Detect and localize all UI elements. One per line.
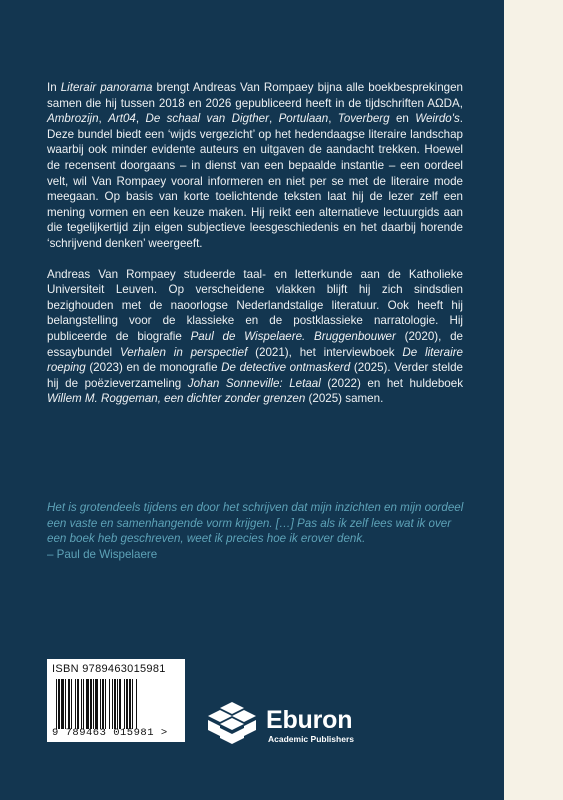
text-run: (2020), de essaybundel (47, 329, 463, 359)
text-run: , (459, 96, 463, 110)
italic-title: Weirdo's (415, 112, 460, 126)
text-run: brengt Andreas Van Rompaey bijna alle boekbesprekingen samen die hij tussen 2018 en 2026 gepubliceerd heeft in de tijdschriften (47, 81, 463, 110)
italic-title: De detective ontmaskerd (221, 361, 351, 375)
italic-title: De schaal van Digther (145, 112, 269, 126)
publisher-subtitle: Academic Publishers (268, 734, 354, 744)
text-run: . Deze bundel biedt een ‘wijds vergezicht’ op het hedendaagse literaire landschap waarbij ook minder evidente auteurs en uitgaven de aandacht trekken. Hoewel de recensent doorgaans – in dienst van een bepaalde instantie – een oordeel velt, wil Van Rompaey vooral informeren en niet per se met de literaire mode meegaan. Op basis van korte toelichtende teksten laat hij de lezer zelf een mening vormen en een keuze maken. Hij reikt een alternatieve lectuurgids aan die tegelijkertijd zijn eigen subjectieve leesgeschiedenis en het daarbij horende ‘schrijvend denken’ weergeeft. (47, 112, 463, 250)
isbn-barcode (47, 659, 185, 742)
isbn-digits: 9 789463 015981 > (52, 727, 168, 739)
text-run: , (328, 112, 338, 126)
text-run: (2021), het interviewboek (247, 345, 403, 359)
italic-title: Literair panorama (60, 81, 153, 94)
text-run: , (98, 112, 109, 126)
quote-text: Het is grotendeels tijdens en door het schrijven dat mijn inzichten en mijn oordeel een vaste en samenhangende vorm krijgen. […] Pas als ik zelf lees wat ik over een boek heb geschreven, weet ik precies hoe ik erover denk. (47, 501, 464, 546)
author-bio-paragraph (47, 267, 463, 407)
publisher-name: Eburon (266, 706, 353, 734)
text-run: en (389, 112, 416, 126)
text-run: , (268, 112, 279, 126)
italic-title: Willem M. Roggeman, een dichter zonder grenzen (47, 392, 306, 406)
isbn-label: ISBN 9789463015981 (52, 663, 166, 675)
italic-title: Paul de Wispelaere. Bruggenbouwer (190, 329, 396, 343)
text-run: Andreas Van Rompaey studeerde taal- en letterkunde aan de Katholieke Universiteit Leuven. Op verscheidene vlakken blijft hij zich sindsdien bezighouden met de naoorlogse Nederlandstalige literatuur. Ook heeft hij belangstelling voor de klassieke en de postklassieke narratologie. Hij publiceerde de biografie (47, 267, 463, 343)
quote-attribution: – Paul de Wispelaere (47, 547, 158, 561)
italic-title: De literaire roeping (47, 345, 464, 375)
pull-quote (47, 500, 467, 562)
italic-title: Verhalen in perspectief (119, 345, 248, 359)
text-run: In (47, 81, 61, 94)
publisher-logo (204, 700, 374, 752)
text-run: (2022) en het huldeboek (320, 376, 463, 390)
italic-title: Johan Sonneville: Letaal (187, 376, 321, 390)
spine-strip (504, 0, 563, 800)
text-run: (2025). Verder stelde hij de poëzieverzameling (47, 361, 463, 390)
italic-title: Portulaan (278, 112, 329, 126)
barcode-bars (52, 679, 180, 729)
text-run: (2025) samen. (305, 392, 384, 406)
text-run: AΩDA (427, 96, 460, 110)
text-run: , (135, 112, 146, 126)
italic-title: Ambrozijn (47, 112, 99, 126)
stacked-books-icon (204, 700, 260, 752)
italic-title: Toverberg (337, 112, 390, 126)
text-run: (2023) en de monografie (85, 361, 222, 375)
italic-title: Art04 (108, 112, 136, 126)
blurb-area (47, 80, 463, 422)
blurb-paragraph (47, 80, 463, 252)
